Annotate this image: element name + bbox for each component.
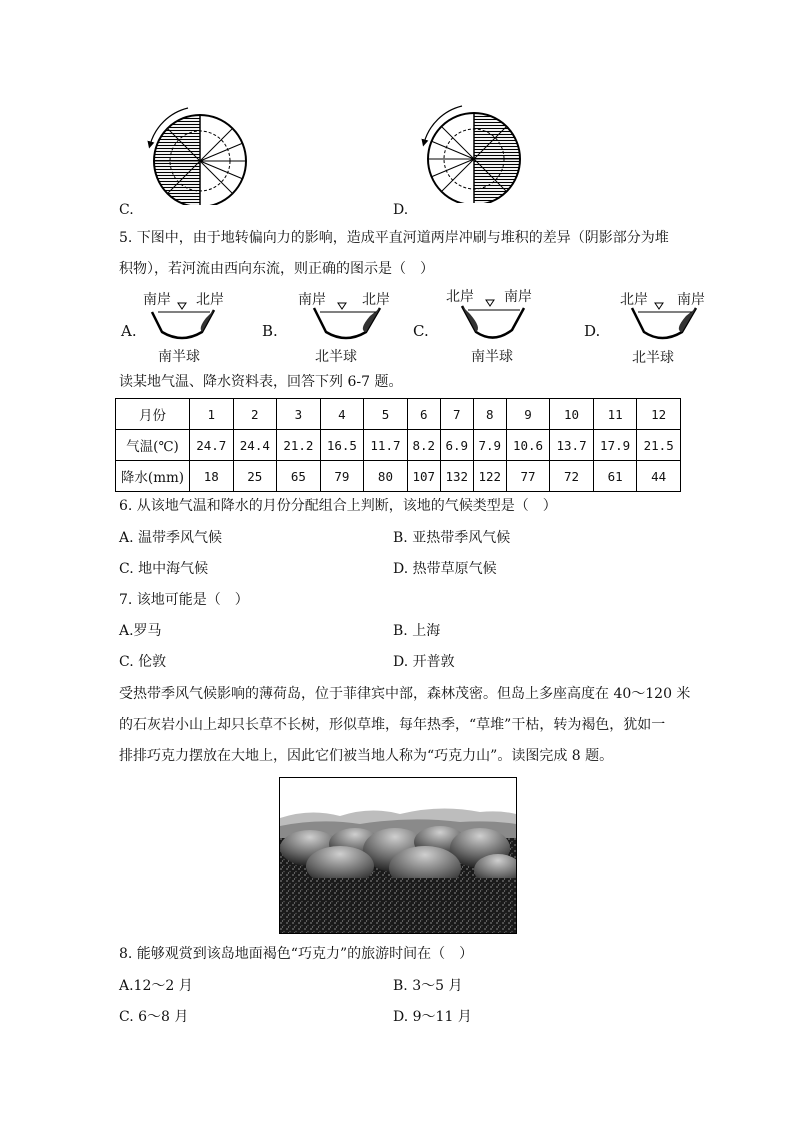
option-c-label: C. (119, 202, 134, 218)
table-cell: 1 (190, 399, 234, 430)
q7-option-b: B. 上海 (393, 623, 441, 639)
table-row-precip (116, 461, 681, 492)
q5-a-hemisphere: 南半球 (158, 349, 200, 365)
q5-b-left-bank: 南岸 (298, 292, 326, 308)
q6-option-a: A. 温带季风气候 (119, 530, 223, 546)
q5-b-river-section (310, 298, 386, 346)
table-cell: 80 (364, 461, 408, 492)
q5-d-hemisphere: 北半球 (632, 350, 674, 366)
table-cell: 21.2 (277, 430, 321, 461)
table-cell: 72 (550, 461, 594, 492)
table-cell: 2 (233, 399, 277, 430)
table-cell: 10 (550, 399, 594, 430)
q8-option-b: B. 3～5 月 (393, 978, 463, 994)
table-cell: 8 (473, 399, 506, 430)
q8-option-a: A.12～2 月 (119, 978, 193, 994)
table-cell: 9 (506, 399, 550, 430)
q5-option-b-letter: B. (262, 322, 278, 340)
table-cell: 12 (637, 399, 681, 430)
table-row-month (116, 399, 681, 430)
table-cell: 24.7 (190, 430, 234, 461)
q5-text-line1: 5. 下图中，由于地转偏向力的影响，造成平直河道两岸冲刷与堆积的差异（阴影部分为堆 (119, 230, 669, 246)
q8-option-c: C. 6～8 月 (119, 1009, 189, 1025)
q5-option-d-letter: D. (584, 322, 601, 340)
q5-option-a-letter: A. (121, 322, 137, 340)
q5-c-hemisphere: 南半球 (471, 349, 513, 365)
q5-c-right-bank: 南岸 (504, 289, 532, 305)
table-cell: 10.6 (506, 430, 550, 461)
table-cell: 18 (190, 461, 234, 492)
q5-b-right-bank: 北岸 (362, 292, 390, 308)
table-cell: 25 (233, 461, 277, 492)
table-cell: 6 (407, 399, 440, 430)
passage-line3: 排排巧克力摆放在大地上，因此它们被当地人称为“巧克力山”。读图完成 8 题。 (119, 748, 614, 764)
option-d-label: D. (393, 202, 409, 218)
table-cell: 11.7 (364, 430, 408, 461)
table-cell: 132 (440, 461, 473, 492)
q7-option-c: C. 伦敦 (119, 654, 167, 670)
globe-diagram-c (138, 105, 258, 205)
q6-option-d: D. 热带草原气候 (393, 561, 497, 577)
q7-option-d: D. 开普敦 (393, 654, 455, 670)
table-cell: 8.2 (407, 430, 440, 461)
q6-option-b: B. 亚热带季风气候 (393, 530, 511, 546)
table-cell: 16.5 (320, 430, 364, 461)
q5-text-line2: 积物），若河流由西向东流，则正确的图示是（ ） (119, 261, 434, 277)
table-cell: 65 (277, 461, 321, 492)
q5-option-c-letter: C. (413, 322, 429, 340)
table-cell: 11 (593, 399, 637, 430)
table-row-temp (116, 430, 681, 461)
table-cell: 24.4 (233, 430, 277, 461)
q7-option-a: A.罗马 (119, 623, 162, 639)
chocolate-hills-photo (279, 777, 517, 934)
table-cell: 77 (506, 461, 550, 492)
q5-a-river-section (148, 298, 220, 346)
month-header: 月份 (116, 399, 190, 430)
table-cell: 44 (637, 461, 681, 492)
table-cell: 17.9 (593, 430, 637, 461)
q5-c-river-section (458, 298, 530, 346)
q7-text: 7. 该地可能是（ ） (119, 592, 249, 608)
q5-d-river-section (628, 298, 702, 346)
climate-table (115, 398, 681, 492)
table-cell: 79 (320, 461, 364, 492)
q5-d-right-bank: 南岸 (677, 292, 705, 308)
table-cell: 122 (473, 461, 506, 492)
q8-option-d: D. 9～11 月 (393, 1009, 472, 1025)
table-cell: 3 (277, 399, 321, 430)
table-cell: 107 (407, 461, 440, 492)
table-cell: 6.9 (440, 430, 473, 461)
q5-a-left-bank: 南岸 (143, 292, 171, 308)
q5-c-left-bank: 北岸 (446, 289, 474, 305)
temp-header: 气温(℃) (116, 430, 190, 461)
table-cell: 21.5 (637, 430, 681, 461)
table-cell: 4 (320, 399, 364, 430)
table-cell: 7 (440, 399, 473, 430)
q8-text: 8. 能够观赏到该岛地面褐色“巧克力”的旅游时间在（ ） (119, 946, 474, 962)
table-cell: 7.9 (473, 430, 506, 461)
q6-option-c: C. 地中海气候 (119, 561, 209, 577)
q6-text: 6. 从该地气温和降水的月份分配组合上判断，该地的气候类型是（ ） (119, 498, 557, 514)
passage-line2: 的石灰岩小山上却只长草不长树，形似草堆，每年热季，“草堆”干枯，转为褐色，犹如一 (119, 717, 666, 733)
table-cell: 61 (593, 461, 637, 492)
precip-header: 降水(mm) (116, 461, 190, 492)
globe-diagram-d (412, 103, 532, 203)
table-cell: 13.7 (550, 430, 594, 461)
q5-d-left-bank: 北岸 (620, 292, 648, 308)
q5-a-right-bank: 北岸 (196, 292, 224, 308)
q5-b-hemisphere: 北半球 (315, 349, 357, 365)
table-cell: 5 (364, 399, 408, 430)
intro-6-7: 读某地气温、降水资料表，回答下列 6-7 题。 (119, 374, 403, 390)
passage-line1: 受热带季风气候影响的薄荷岛，位于菲律宾中部，森林茂密。但岛上多座高度在 40～120 米 (119, 686, 691, 702)
